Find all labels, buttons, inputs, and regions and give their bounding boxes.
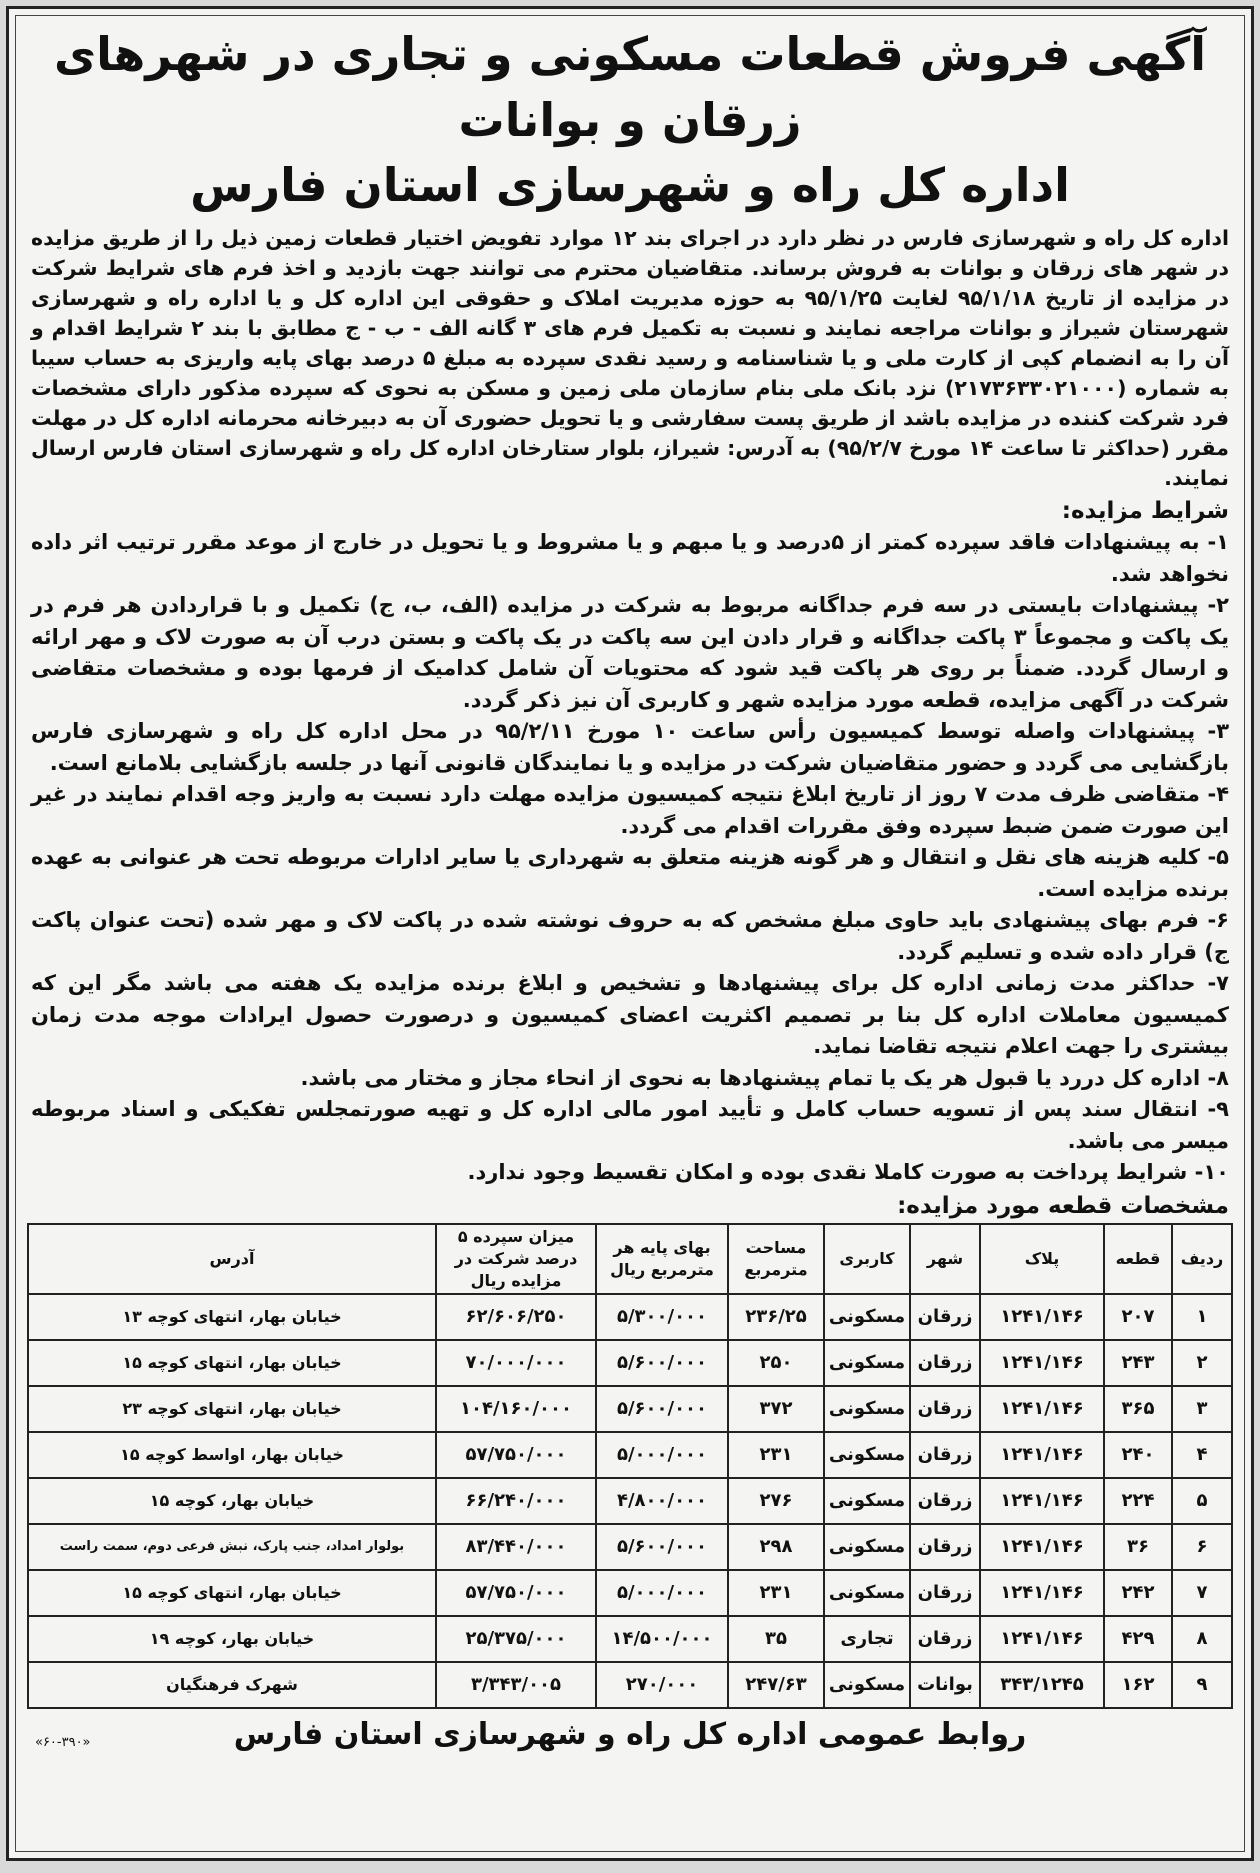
city: زرقان	[910, 1432, 980, 1478]
plaque: ۱۲۴۱/۱۴۶	[980, 1616, 1104, 1662]
area: ۲۳۱	[728, 1432, 824, 1478]
lot-number: ۱۶۲	[1104, 1662, 1172, 1708]
address: خیابان بهار، انتهای کوچه ۱۵	[28, 1570, 436, 1616]
lots-table	[27, 1223, 1233, 1709]
deposit: ۸۳/۴۴۰/۰۰۰	[436, 1524, 596, 1570]
column-header: میزان سپرده ۵ درصد شرکت در مزایده ریال	[436, 1224, 596, 1294]
city: زرقان	[910, 1616, 980, 1662]
advertisement-page	[6, 6, 1254, 1861]
deposit: ۱۰۴/۱۶۰/۰۰۰	[436, 1386, 596, 1432]
city: زرقان	[910, 1478, 980, 1524]
base-price: ۴/۸۰۰/۰۰۰	[596, 1478, 728, 1524]
deposit: ۲۵/۳۷۵/۰۰۰	[436, 1616, 596, 1662]
city: زرقان	[910, 1340, 980, 1386]
lot-number: ۲۲۴	[1104, 1478, 1172, 1524]
condition-item: ۱- به پیشنهادات فاقد سپرده کمتر از ۵درصد و یا مبهم و یا مشروط و یا تحویل در خارج از موعد مقرر ترتیب اثر داده نخواهد شد.	[31, 530, 1229, 586]
plaque: ۱۲۴۱/۱۴۶	[980, 1570, 1104, 1616]
area: ۳۵	[728, 1616, 824, 1662]
table-row	[28, 1524, 1232, 1570]
condition-item: ۶- فرم بهای پیشنهادی باید حاوی مبلغ مشخص که به حروف نوشته شده در پاکت لاک و مهر شده (تحت عنوان پاکت ج) قرار داده شده و تسلیم گردد.	[31, 908, 1229, 964]
deposit: ۷۰/۰۰۰/۰۰۰	[436, 1340, 596, 1386]
lot-number: ۳۶۵	[1104, 1386, 1172, 1432]
table-row	[28, 1478, 1232, 1524]
city: زرقان	[910, 1524, 980, 1570]
table-row	[28, 1432, 1232, 1478]
address: خیابان بهار، انتهای کوچه ۱۵	[28, 1340, 436, 1386]
table-row	[28, 1662, 1232, 1708]
table-row	[28, 1294, 1232, 1340]
deposit: ۶۶/۲۴۰/۰۰۰	[436, 1478, 596, 1524]
condition-item: ۸- اداره کل دررد یا قبول هر یک یا تمام پیشنهادها به نحوی از انحاء مجاز و مختار می باشد.	[300, 1065, 1229, 1090]
column-header: ردیف	[1172, 1224, 1232, 1294]
area: ۲۳۱	[728, 1570, 824, 1616]
page-subtitle: اداره کل راه و شهرسازی استان فارس	[190, 158, 1070, 212]
row-number: ۸	[1172, 1616, 1232, 1662]
table-header-row	[28, 1224, 1232, 1294]
city: زرقان	[910, 1570, 980, 1616]
plaque: ۱۲۴۱/۱۴۶	[980, 1294, 1104, 1340]
plaque: ۱۲۴۱/۱۴۶	[980, 1386, 1104, 1432]
deposit: ۵۷/۷۵۰/۰۰۰	[436, 1432, 596, 1478]
ad-code: «۶۰-۳۹۰»	[35, 1734, 91, 1750]
base-price: ۵/۶۰۰/۰۰۰	[596, 1524, 728, 1570]
condition-item: ۱۰- شرایط پرداخت به صورت کاملا نقدی بوده و امکان تقسیط وجود ندارد.	[467, 1160, 1229, 1184]
row-number: ۹	[1172, 1662, 1232, 1708]
lot-number: ۴۲۹	[1104, 1616, 1172, 1662]
row-number: ۴	[1172, 1432, 1232, 1478]
address: خیابان بهار، کوچه ۱۵	[28, 1478, 436, 1524]
condition-item: ۵- کلیه هزینه های نقل و انتقال و هر گونه هزینه متعلق به شهرداری یا سایر ادارات مربوطه تحت هر عنوانی به عهده برنده مزایده است.	[31, 845, 1229, 901]
lot-number: ۳۶	[1104, 1524, 1172, 1570]
usage: مسکونی	[824, 1570, 910, 1616]
base-price: ۵/۰۰۰/۰۰۰	[596, 1432, 728, 1478]
area: ۲۴۷/۶۳	[728, 1662, 824, 1708]
base-price: ۱۴/۵۰۰/۰۰۰	[596, 1616, 728, 1662]
usage: مسکونی	[824, 1662, 910, 1708]
intro-paragraph: اداره کل راه و شهرسازی فارس در نظر دارد در اجرای بند ۱۲ موارد تفویض اختیار قطعات زمین ذیل را از طریق مزایده در شهر های زرقان و بوانات به فروش برساند. متقاضیان محترم می توانند جهت بازدید و اخذ فرم های شرایط شرکت در مزایده از تاریخ ۹۵/۱/۱۸ لغایت ۹۵/۱/۲۵ به حوزه مدیریت املاک و حقوقی این اداره کل و یا اداره راه و شهرسازی شهرستان شیراز و بوانات مراجعه نمایند و نسبت به تکمیل فرم های ۳ گانه الف - ب - ج مطابق با بند ۲ شرایط اقدام و آن را به انضمام کپی از کارت ملی و یا شناسنامه و رسید نقدی سپرده به مبلغ ۵ درصد بهای پایه واریزی به حساب سیبا به شماره (۲۱۷۳۶۳۳۰۲۱۰۰۰) نزد بانک ملی بنام سازمان ملی زمین و مسکن به نحوی که سپرده مذکور دارای مشخصات فرد شرکت کننده در مزایده باشد از طریق پست سفارشی و یا تحویل حضوری آن به دبیرخانه محرمانه اداره کل در مهلت مقرر (حداکثر تا ساعت ۱۴ مورخ ۹۵/۲/۷) به آدرس: شیراز، بلوار ستارخان اداره کل راه و شهرسازی استان فارس ارسال نمایند.	[31, 226, 1230, 490]
table-row	[28, 1340, 1232, 1386]
column-header: پلاک	[980, 1224, 1104, 1294]
area: ۲۹۸	[728, 1524, 824, 1570]
plaque: ۱۲۴۱/۱۴۶	[980, 1478, 1104, 1524]
column-header: آدرس	[28, 1224, 436, 1294]
conditions-heading: شرایط مزایده:	[1061, 498, 1229, 524]
deposit: ۶۲/۶۰۶/۲۵۰	[436, 1294, 596, 1340]
lot-number: ۲۴۳	[1104, 1340, 1172, 1386]
usage: تجاری	[824, 1616, 910, 1662]
address: خیابان بهار، اواسط کوچه ۱۵	[28, 1432, 436, 1478]
row-number: ۲	[1172, 1340, 1232, 1386]
base-price: ۵/۶۰۰/۰۰۰	[596, 1340, 728, 1386]
column-header: بهای پایه هر مترمربع ریال	[596, 1224, 728, 1294]
area: ۲۵۰	[728, 1340, 824, 1386]
column-header: شهر	[910, 1224, 980, 1294]
lot-number: ۲۴۲	[1104, 1570, 1172, 1616]
condition-item: ۹- انتقال سند پس از تسویه حساب کامل و تأیید امور مالی اداره کل و تهیه صورتمجلس تفکیکی و اسناد مربوطه میسر می باشد.	[31, 1097, 1229, 1153]
column-header: کاربری	[824, 1224, 910, 1294]
usage: مسکونی	[824, 1340, 910, 1386]
column-header: قطعه	[1104, 1224, 1172, 1294]
deposit: ۳/۳۴۳/۰۰۵	[436, 1662, 596, 1708]
deposit: ۵۷/۷۵۰/۰۰۰	[436, 1570, 596, 1616]
condition-item: ۲- پیشنهادات بایستی در سه فرم جداگانه مربوط به شرکت در مزایده (الف، ب، ج) تکمیل و با قراردادن هر فرم در یک پاکت و مجموعاً ۳ پاکت جداگانه و قرار دادن این سه پاکت در یک پاکت و بستن درب آن به صورت لاک و مهر ارائه و ارسال گردد. ضمناً بر روی هر پاکت قید شود که محتویات آن شامل کدامیک از فرمها بوده و مشخصات متقاضی شرکت در آگهی مزایده، قطعه مورد مزایده شهر و کاربری آن نیز ذکر گردد.	[31, 593, 1229, 712]
table-row	[28, 1616, 1232, 1662]
area: ۲۳۶/۲۵	[728, 1294, 824, 1340]
plaque: ۱۲۴۱/۱۴۶	[980, 1524, 1104, 1570]
row-number: ۱	[1172, 1294, 1232, 1340]
plaque: ۱۲۴۱/۱۴۶	[980, 1432, 1104, 1478]
condition-item: ۴- متقاضی ظرف مدت ۷ روز از تاریخ ابلاغ نتیجه کمیسیون مزایده مهلت دارد نسبت به واریز وجه اقدام نمایند در غیر این صورت ضمن ضبط سپرده وفق مقررات اقدام می گردد.	[31, 782, 1230, 838]
city: زرقان	[910, 1386, 980, 1432]
condition-item: ۳- پیشنهادات واصله توسط کمیسیون رأس ساعت ۱۰ مورخ ۹۵/۲/۱۱ در محل اداره کل راه و شهرسازی فارس بازگشایی می گردد و حضور متقاضیان شرکت در مزایده و یا نمایندگان قانونی آنها در جلسه بازگشایی بلامانع است.	[31, 719, 1230, 775]
plaque: ۳۴۳/۱۲۴۵	[980, 1662, 1104, 1708]
address: خیابان بهار، انتهای کوچه ۱۳	[28, 1294, 436, 1340]
address: خیابان بهار، انتهای کوچه ۲۳	[28, 1386, 436, 1432]
usage: مسکونی	[824, 1478, 910, 1524]
address: خیابان بهار، کوچه ۱۹	[28, 1616, 436, 1662]
city: بوانات	[910, 1662, 980, 1708]
city: زرقان	[910, 1294, 980, 1340]
usage: مسکونی	[824, 1386, 910, 1432]
area: ۲۷۶	[728, 1478, 824, 1524]
row-number: ۵	[1172, 1478, 1232, 1524]
base-price: ۵/۶۰۰/۰۰۰	[596, 1386, 728, 1432]
base-price: ۲۷۰/۰۰۰	[596, 1662, 728, 1708]
plaque: ۱۲۴۱/۱۴۶	[980, 1340, 1104, 1386]
area: ۳۷۲	[728, 1386, 824, 1432]
usage: مسکونی	[824, 1524, 910, 1570]
lot-number: ۲۴۰	[1104, 1432, 1172, 1478]
base-price: ۵/۳۰۰/۰۰۰	[596, 1294, 728, 1340]
address: شهرک فرهنگیان	[28, 1662, 436, 1708]
table-row	[28, 1386, 1232, 1432]
footer-signature: روابط عمومی اداره کل راه و شهرسازی استان فارس	[233, 1716, 1027, 1752]
table-row	[28, 1570, 1232, 1616]
usage: مسکونی	[824, 1432, 910, 1478]
row-number: ۷	[1172, 1570, 1232, 1616]
page-title: آگهی فروش قطعات مسکونی و تجاری در شهرهای زرقان و بوانات	[54, 27, 1206, 147]
row-number: ۳	[1172, 1386, 1232, 1432]
address: بولوار امداد، جنب پارک، نبش فرعی دوم، سمت راست	[28, 1524, 436, 1570]
footer	[27, 1713, 1233, 1757]
usage: مسکونی	[824, 1294, 910, 1340]
table-heading: مشخصات قطعه مورد مزایده:	[897, 1192, 1229, 1219]
condition-item: ۷- حداکثر مدت زمانی اداره کل برای پیشنهادها و تشخیص و ابلاغ برنده مزایده یک هفته می باشد مگر این که کمیسیون معاملات اداره کل بنا بر تصمیم اکثریت اعضای کمیسیون و درصورت حصول ایرادات موجه مدت زمان بیشتری را جهت اعلام نتیجه تقاضا نماید.	[31, 971, 1229, 1058]
conditions-list	[31, 527, 1229, 1189]
base-price: ۵/۰۰۰/۰۰۰	[596, 1570, 728, 1616]
lot-number: ۲۰۷	[1104, 1294, 1172, 1340]
column-header: مساحت مترمربع	[728, 1224, 824, 1294]
row-number: ۶	[1172, 1524, 1232, 1570]
